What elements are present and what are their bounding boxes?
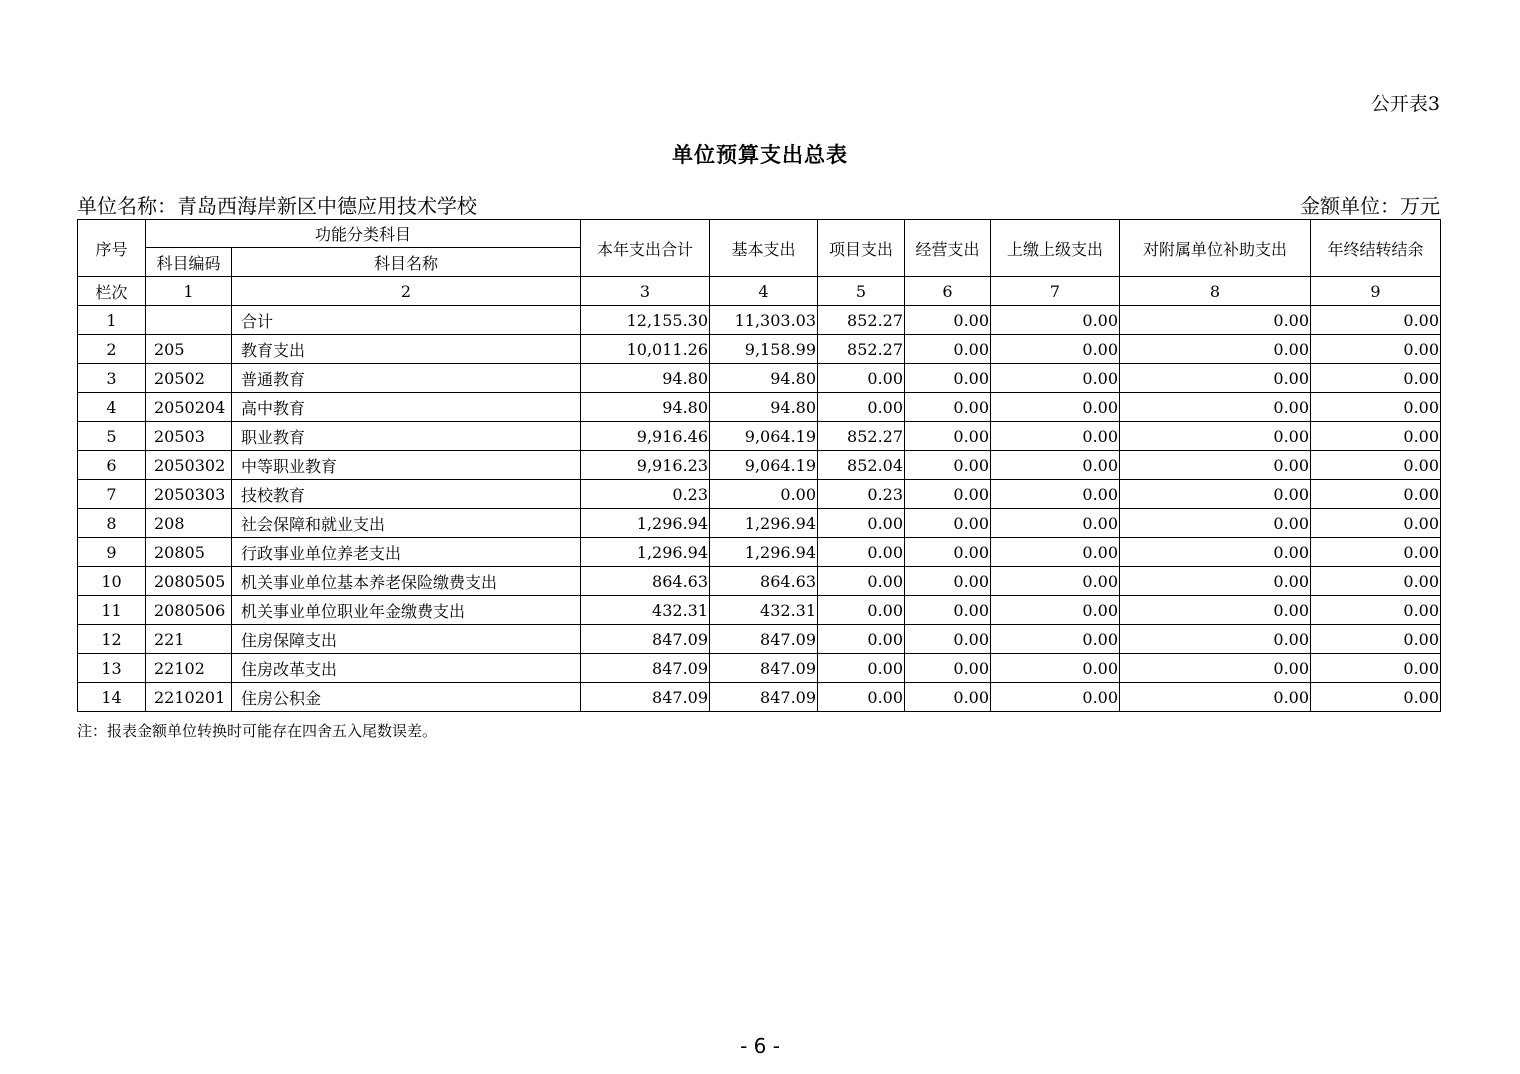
cell-upper: 0.00 [991,567,1120,596]
cell-carryover: 0.00 [1311,451,1441,480]
cell-code: 2210201 [146,683,232,712]
cell-operating: 0.00 [905,335,991,364]
cell-upper: 0.00 [991,451,1120,480]
cell-basic: 0.00 [710,480,818,509]
cell-project: 0.00 [818,683,905,712]
table-row [78,480,1441,509]
cell-operating: 0.00 [905,451,991,480]
header-operating: 经营支出 [905,220,991,277]
cell-name: 住房改革支出 [232,654,581,683]
cell-upper: 0.00 [991,480,1120,509]
cell-subsidy: 0.00 [1120,509,1311,538]
cell-name: 技校教育 [232,480,581,509]
column-index-cell: 4 [710,277,818,306]
cell-project: 0.00 [818,654,905,683]
cell-total: 847.09 [581,654,710,683]
header-seq: 序号 [78,220,146,277]
table-row [78,393,1441,422]
cell-basic: 9,064.19 [710,422,818,451]
cell-name: 住房保障支出 [232,625,581,654]
cell-seq: 1 [78,306,146,335]
cell-name: 社会保障和就业支出 [232,509,581,538]
cell-seq: 11 [78,596,146,625]
cell-project: 0.00 [818,364,905,393]
cell-upper: 0.00 [991,654,1120,683]
table-row [78,654,1441,683]
cell-subsidy: 0.00 [1120,625,1311,654]
column-index-cell: 9 [1311,277,1441,306]
cell-name: 中等职业教育 [232,451,581,480]
cell-carryover: 0.00 [1311,683,1441,712]
cell-upper: 0.00 [991,306,1120,335]
table-row [78,538,1441,567]
cell-code: 22102 [146,654,232,683]
cell-project: 0.00 [818,538,905,567]
meta-row [77,190,1440,219]
header-subsidy: 对附属单位补助支出 [1120,220,1311,277]
cell-total: 12,155.30 [581,306,710,335]
cell-operating: 0.00 [905,567,991,596]
table-row [78,596,1441,625]
cell-total: 432.31 [581,596,710,625]
table-row [78,364,1441,393]
cell-name: 机关事业单位职业年金缴费支出 [232,596,581,625]
cell-upper: 0.00 [991,596,1120,625]
cell-project: 852.27 [818,422,905,451]
cell-basic: 1,296.94 [710,538,818,567]
cell-code: 2050303 [146,480,232,509]
cell-upper: 0.00 [991,509,1120,538]
cell-name: 普通教育 [232,364,581,393]
cell-basic: 864.63 [710,567,818,596]
cell-total: 9,916.46 [581,422,710,451]
cell-code: 2050204 [146,393,232,422]
table-row [78,306,1441,335]
cell-subsidy: 0.00 [1120,364,1311,393]
cell-carryover: 0.00 [1311,364,1441,393]
column-index-cell: 5 [818,277,905,306]
table-tag: 公开表3 [1370,93,1440,115]
cell-total: 864.63 [581,567,710,596]
cell-project: 0.00 [818,509,905,538]
cell-operating: 0.00 [905,364,991,393]
cell-subsidy: 0.00 [1120,654,1311,683]
cell-code [146,306,232,335]
cell-subsidy: 0.00 [1120,335,1311,364]
cell-project: 0.00 [818,567,905,596]
cell-total: 94.80 [581,364,710,393]
cell-upper: 0.00 [991,364,1120,393]
cell-basic: 11,303.03 [710,306,818,335]
cell-code: 20503 [146,422,232,451]
cell-seq: 10 [78,567,146,596]
cell-code: 2050302 [146,451,232,480]
table-row [78,451,1441,480]
cell-name: 教育支出 [232,335,581,364]
header-total: 本年支出合计 [581,220,710,277]
cell-seq: 4 [78,393,146,422]
cell-carryover: 0.00 [1311,654,1441,683]
table-row [78,509,1441,538]
cell-project: 0.00 [818,625,905,654]
cell-carryover: 0.00 [1311,480,1441,509]
cell-total: 1,296.94 [581,538,710,567]
header-carryover: 年终结转结余 [1311,220,1441,277]
column-index-cell: 7 [991,277,1120,306]
cell-basic: 94.80 [710,364,818,393]
cell-subsidy: 0.00 [1120,567,1311,596]
header-basic: 基本支出 [710,220,818,277]
cell-basic: 94.80 [710,393,818,422]
cell-subsidy: 0.00 [1120,451,1311,480]
cell-upper: 0.00 [991,393,1120,422]
cell-basic: 847.09 [710,625,818,654]
cell-code: 205 [146,335,232,364]
cell-subsidy: 0.00 [1120,538,1311,567]
cell-project: 0.00 [818,596,905,625]
cell-operating: 0.00 [905,393,991,422]
cell-upper: 0.00 [991,538,1120,567]
cell-name: 机关事业单位基本养老保险缴费支出 [232,567,581,596]
cell-name: 职业教育 [232,422,581,451]
cell-upper: 0.00 [991,625,1120,654]
cell-basic: 1,296.94 [710,509,818,538]
cell-operating: 0.00 [905,596,991,625]
cell-basic: 432.31 [710,596,818,625]
cell-operating: 0.00 [905,683,991,712]
cell-operating: 0.00 [905,480,991,509]
cell-subsidy: 0.00 [1120,306,1311,335]
table-row [78,683,1441,712]
cell-seq: 7 [78,480,146,509]
cell-subsidy: 0.00 [1120,393,1311,422]
table-row [78,335,1441,364]
cell-code: 20805 [146,538,232,567]
cell-carryover: 0.00 [1311,625,1441,654]
cell-operating: 0.00 [905,654,991,683]
budget-table [77,219,1441,712]
cell-code: 2080505 [146,567,232,596]
column-index-cell: 栏次 [78,277,146,306]
cell-operating: 0.00 [905,625,991,654]
cell-operating: 0.00 [905,509,991,538]
unit-name: 单位名称：青岛西海岸新区中德应用技术学校 [77,194,477,218]
column-index-row [78,277,1441,306]
cell-upper: 0.00 [991,335,1120,364]
cell-total: 9,916.23 [581,451,710,480]
amount-unit: 金额单位：万元 [1300,194,1440,218]
cell-seq: 14 [78,683,146,712]
cell-project: 0.23 [818,480,905,509]
cell-code: 2080506 [146,596,232,625]
cell-name: 高中教育 [232,393,581,422]
header-code: 科目编码 [146,248,232,277]
cell-name: 行政事业单位养老支出 [232,538,581,567]
table-row [78,625,1441,654]
footnote: 注：报表金额单位转换时可能存在四舍五入尾数误差。 [77,722,438,740]
cell-project: 852.04 [818,451,905,480]
cell-total: 847.09 [581,683,710,712]
column-index-cell: 6 [905,277,991,306]
cell-project: 852.27 [818,306,905,335]
column-index-cell: 1 [146,277,232,306]
cell-seq: 2 [78,335,146,364]
cell-total: 1,296.94 [581,509,710,538]
cell-upper: 0.00 [991,683,1120,712]
cell-carryover: 0.00 [1311,596,1441,625]
cell-subsidy: 0.00 [1120,422,1311,451]
table-row [78,567,1441,596]
cell-carryover: 0.00 [1311,538,1441,567]
header-upper: 上缴上级支出 [991,220,1120,277]
header-name: 科目名称 [232,248,581,277]
cell-basic: 847.09 [710,683,818,712]
cell-project: 0.00 [818,393,905,422]
cell-total: 10,011.26 [581,335,710,364]
cell-code: 221 [146,625,232,654]
cell-total: 847.09 [581,625,710,654]
table-body [78,306,1441,712]
cell-operating: 0.00 [905,306,991,335]
cell-total: 94.80 [581,393,710,422]
cell-seq: 3 [78,364,146,393]
cell-seq: 13 [78,654,146,683]
cell-seq: 8 [78,509,146,538]
cell-seq: 12 [78,625,146,654]
column-index-cell: 2 [232,277,581,306]
cell-carryover: 0.00 [1311,567,1441,596]
cell-operating: 0.00 [905,538,991,567]
table-row [78,422,1441,451]
cell-seq: 9 [78,538,146,567]
column-index-cell: 3 [581,277,710,306]
cell-carryover: 0.00 [1311,335,1441,364]
cell-seq: 5 [78,422,146,451]
cell-carryover: 0.00 [1311,306,1441,335]
cell-basic: 9,064.19 [710,451,818,480]
cell-seq: 6 [78,451,146,480]
cell-carryover: 0.00 [1311,422,1441,451]
cell-code: 208 [146,509,232,538]
cell-carryover: 0.00 [1311,509,1441,538]
cell-code: 20502 [146,364,232,393]
page-number: - 6 - [740,1034,780,1058]
cell-total: 0.23 [581,480,710,509]
cell-basic: 847.09 [710,654,818,683]
column-index-cell: 8 [1120,277,1311,306]
document-title: 单位预算支出总表 [672,142,848,167]
cell-project: 852.27 [818,335,905,364]
cell-basic: 9,158.99 [710,335,818,364]
cell-operating: 0.00 [905,422,991,451]
header-project: 项目支出 [818,220,905,277]
cell-subsidy: 0.00 [1120,480,1311,509]
cell-name: 住房公积金 [232,683,581,712]
cell-subsidy: 0.00 [1120,596,1311,625]
cell-carryover: 0.00 [1311,393,1441,422]
header-func-group: 功能分类科目 [146,220,581,248]
cell-name: 合计 [232,306,581,335]
cell-upper: 0.00 [991,422,1120,451]
table-header [78,220,1441,306]
cell-subsidy: 0.00 [1120,683,1311,712]
